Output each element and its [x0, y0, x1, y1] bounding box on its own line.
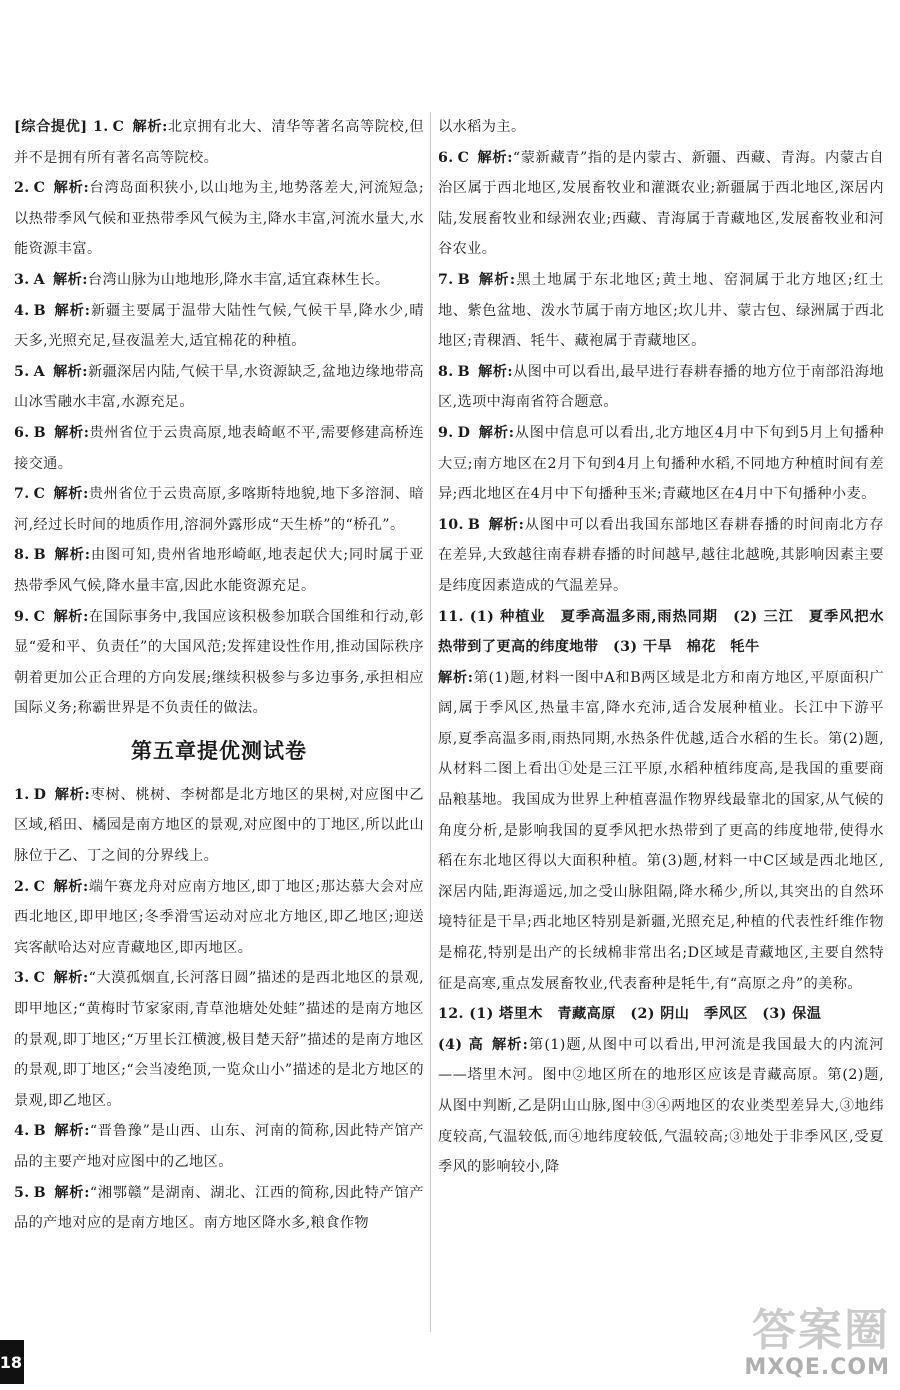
- analysis-text: 新疆主要属于温带大陆性气候,气候干旱,降水少,晴天多,光照充足,昼夜温差大,适宜棉花的种植。: [14, 302, 425, 350]
- analysis-label: 解析:: [53, 363, 88, 380]
- answer-key-line: 12. (1) 塔里木 青藏高原 (2) 阴山 季风区 (3) 保温: [438, 1006, 822, 1023]
- item-number: 9.: [14, 608, 30, 625]
- watermark-logo: [690, 1290, 890, 1386]
- item-answer: A: [33, 271, 46, 288]
- item-number: 5.: [14, 363, 30, 380]
- answer-item: [438, 1030, 884, 1183]
- item-answer: B: [33, 1123, 47, 1140]
- analysis-label: 解析:: [478, 424, 515, 441]
- item-answer: C: [33, 970, 46, 987]
- answer-item: [14, 357, 424, 418]
- analysis-label: 解析:: [478, 271, 516, 288]
- section-heading: 第五章提优测试卷: [131, 738, 307, 763]
- item-answer: C: [33, 878, 46, 895]
- analysis-label: 解析:: [54, 547, 91, 564]
- answer-item: [14, 173, 424, 265]
- item-number: 6.: [438, 149, 454, 166]
- answer-item: [14, 1178, 424, 1239]
- item-answer: B: [33, 302, 47, 319]
- item-answer: B: [33, 424, 47, 441]
- analysis-label: 解析:: [54, 302, 91, 319]
- answer-item: [14, 602, 424, 724]
- item-number: 9.: [438, 424, 454, 441]
- analysis-label: 解析:: [53, 486, 89, 503]
- item-number: [综合提优] 1.: [14, 119, 109, 135]
- item-number: 3.: [14, 970, 30, 987]
- item-answer: C: [457, 149, 470, 166]
- item-answer: C: [112, 119, 125, 135]
- analysis-text: 从图中可以看出,最早进行春耕春播的地方位于南部沿海地区,选项中海南省符合题意。: [438, 363, 885, 411]
- item-number: 5.: [14, 1184, 30, 1201]
- item-answer: B: [33, 547, 47, 564]
- analysis-text: 新疆深居内陆,气候干旱,水资源缺乏,盆地边缘地带高山冰雪融水丰富,水源充足。: [14, 363, 425, 411]
- item-answer: C: [33, 486, 46, 503]
- analysis-text: 贵州省位于云贵高原,多喀斯特地貌,地下多溶洞、暗河,经过长时间的地质作用,溶洞外露形成“天生桥”的“桥孔”。: [14, 486, 425, 533]
- analysis-label: 解析:: [54, 424, 90, 441]
- analysis-label: 解析:: [478, 363, 514, 380]
- analysis-label: 解析:: [53, 970, 89, 987]
- analysis-label: 解析:: [53, 608, 89, 625]
- analysis-label: 解析:: [53, 878, 89, 895]
- analysis-text: 黑土地属于东北地区;黄土地、窑洞属于北方地区;红土地、紫色盆地、泼水节属于南方地区;坎儿井、蒙古包、绿洲属于西北地区;青稞酒、牦牛、藏袍属于青藏地区。: [438, 271, 885, 350]
- item-answer: D: [33, 786, 47, 803]
- answer-item: [438, 663, 884, 1000]
- answer-item: [14, 540, 424, 601]
- answer-item: [438, 265, 884, 357]
- answer-item: [438, 510, 884, 602]
- item-number: 2.: [14, 878, 30, 895]
- item-number: 8.: [14, 547, 30, 564]
- answer-item: [14, 265, 424, 296]
- analysis-text: 第(1)题,材料一图中A和B两区域是北方和南方地区,平原面积广阔,属于季风区,热量丰富,降水充沛,适合发展种植业。长江中下游平原,夏季高温多雨,雨热同期,水热条件优越,适合水稻的生长。第(2)题,从材料二图上看出①处是三江平原,水稻种植纬度高,是我国的重要商品粮基地。我国成为世界上种植喜温作物界线最靠北的国家,从气候的角度分析,是影响我国的夏季风把水热带到了更高的纬度地带,使得水稻在东北地区得以大面积种植。第(3)题,材料一中C区域是西北地区,深居内陆,距海遥远,加之受山脉阻隔,降水稀少,所以,其突出的自然环境特征是干旱;西北地区特别是新疆,光照充足,种植的代表性纤维作物是棉花,特别是出产的长绒棉非常出名;D区域是青藏地区,主要自然特征是高寒,重点发展畜牧业,代表畜种是牦牛,有“高原之舟”的美称。: [438, 669, 885, 992]
- analysis-label: 解析:: [477, 149, 513, 166]
- item-answer: C: [33, 180, 46, 197]
- analysis-text: 枣树、桃树、李树都是北方地区的果树,对应图中乙区域,稻田、橘园是南方地区的景观,对应图中的丁地区,所以此山脉位于乙、丁之间的分界线上。: [14, 786, 425, 865]
- analysis-text: 由图可知,贵州省地形崎岖,地表起伏大;同时属于亚热带季风气候,降水量丰富,因此水能资源充足。: [14, 547, 425, 594]
- answer-key-line: (4) 高: [438, 1036, 484, 1053]
- analysis-label: 解析:: [491, 1036, 529, 1053]
- item-number: 4.: [14, 302, 30, 319]
- item-number: 3.: [14, 271, 30, 288]
- watermark-url: MXQE.COM: [744, 1355, 890, 1380]
- answer-item: [14, 418, 424, 479]
- item-number: 6.: [14, 424, 30, 441]
- item-answer: D: [457, 424, 471, 441]
- analysis-text: “湘鄂赣”是湖南、湖北、江西的简称,因此特产馆产品的产地对应的是南方地区。南方地区降水多,粮食作物: [14, 1184, 425, 1232]
- answer-item: [14, 112, 424, 173]
- analysis-text: 从图中可以看出我国东部地区春耕春播的时间南北方存在差异,大致越往南春耕春播的时间越早,越往北越晚,其影响因素主要是纬度因素造成的气温差异。: [438, 516, 884, 594]
- answer-item: [14, 963, 424, 1116]
- item-answer: B: [467, 516, 481, 533]
- item-number: 8.: [438, 363, 454, 380]
- analysis-text: 端午赛龙舟对应南方地区,即丁地区;那达慕大会对应西北地区,即甲地区;冬季滑雪运动对应北方地区,即乙地区;迎送宾客献哈达对应青藏地区,即丙地区。: [14, 878, 424, 956]
- item-number: 2.: [14, 180, 30, 197]
- item-answer: B: [457, 363, 471, 380]
- item-answer: B: [457, 271, 471, 288]
- column-divider: [430, 112, 431, 1332]
- analysis-label: 解析:: [488, 516, 525, 533]
- analysis-label: 解析:: [53, 271, 88, 288]
- analysis-label: 解析:: [54, 1184, 90, 1201]
- analysis-label: 解析:: [54, 1123, 90, 1140]
- answer-item: [438, 143, 884, 265]
- item-number: 4.: [14, 1123, 30, 1140]
- analysis-text: 台湾山脉为山地地形,降水丰富,适宜森林生长。: [87, 271, 390, 288]
- analysis-label: 解析:: [53, 180, 90, 197]
- item-number: 7.: [438, 271, 454, 288]
- analysis-text: “晋鲁豫”是山西、山东、河南的简称,因此特产馆产品的主要产地对应图中的乙地区。: [14, 1123, 425, 1170]
- analysis-text: “蒙新藏青”指的是内蒙古、新疆、西藏、青海。内蒙古自治区属于西北地区,发展畜牧业和灌溉农业;新疆属于西北地区,深居内陆,发展畜牧业和绿洲农业;西藏、青海属于青藏地区,发展畜牧业和河谷农业。: [438, 149, 884, 258]
- analysis-text: 贵州省位于云贵高原,地表崎岖不平,需要修建高桥连接交通。: [14, 424, 425, 472]
- analysis-label: 解析:: [132, 119, 168, 135]
- item-answer: A: [33, 363, 46, 380]
- answer-item: [14, 296, 424, 357]
- item-answer: B: [33, 1184, 47, 1201]
- analysis-text: 第(1)题,从图中可以看出,甲河流是我国最大的内流河——塔里木河。图中②地区所在的地形区应该是青藏高原。第(2)题,从图中判断,乙是阴山山脉,图中③④两地区的农业类型差异大,③地纬度较高,气温较低,而④地纬度较低,气温较高;③地处于非季风区,受夏季风的影响较小,降: [438, 1036, 884, 1176]
- answer-item: [14, 780, 424, 872]
- answer-item: [438, 357, 884, 418]
- watermark-mark: 答案圈: [752, 1305, 890, 1356]
- analysis-text: 从图中信息可以看出,北方地区4月中下旬到5月上旬播种大豆;南方地区在2月下旬到4月上旬播种水稻,不同地方种植时间有差异;西北地区在4月中下旬播种玉米;青藏地区在4月中下旬播种小麦。: [438, 424, 885, 503]
- answer-item: [438, 418, 884, 510]
- item-answer: C: [33, 608, 46, 625]
- analysis-label: 解析:: [54, 786, 91, 803]
- item-number: 1.: [14, 786, 30, 803]
- continued-text: 以水稻为主。: [438, 119, 526, 135]
- analysis-text: 北京拥有北大、清华等著名高等院校,但并不是拥有所有著名高等院校。: [14, 119, 424, 166]
- answer-item: [14, 479, 424, 540]
- analysis-text: 台湾岛面积狭小,以山地为主,地势落差大,河流短急;以热带季风气候和亚热带季风气候为主,降水丰富,河流水量大,水能资源丰富。: [14, 180, 425, 258]
- answer-item: [14, 1116, 424, 1177]
- analysis-text: 在国际事务中,我国应该积极参加联合国维和行动,彰显“爱和平、负责任”的大国风范;发挥建设性作用,推动国际秩序朝着更加公正合理的方向发展;继续积极参与多边事务,承担相应国际义务;称霸世界是不负责任的做法。: [14, 608, 425, 717]
- item-number: 10.: [438, 516, 464, 533]
- left-column: [14, 112, 424, 1239]
- answer-item: [14, 872, 424, 964]
- analysis-text: “大漠孤烟直,长河落日圆”描述的是西北地区的景观,即甲地区;“黄梅时节家家雨,青草池塘处处蛙”描述的是南方地区的景观,即丁地区;“万里长江横渡,极目楚天舒”描述的是南方地区的景观,即丁地区;“会当凌绝顶,一览众山小”描述的是北方地区的景观,即乙地区。: [14, 970, 425, 1109]
- right-column: [438, 112, 884, 1183]
- page-number: 18: [0, 1340, 24, 1384]
- analysis-label: 解析:: [438, 669, 474, 686]
- answer-key-line: 11. (1) 种植业 夏季高温多雨,雨热同期 (2) 三江 夏季风把水热带到了更高的纬度地带 (3) 干旱 棉花 牦牛: [438, 608, 884, 656]
- item-number: 7.: [14, 486, 30, 503]
